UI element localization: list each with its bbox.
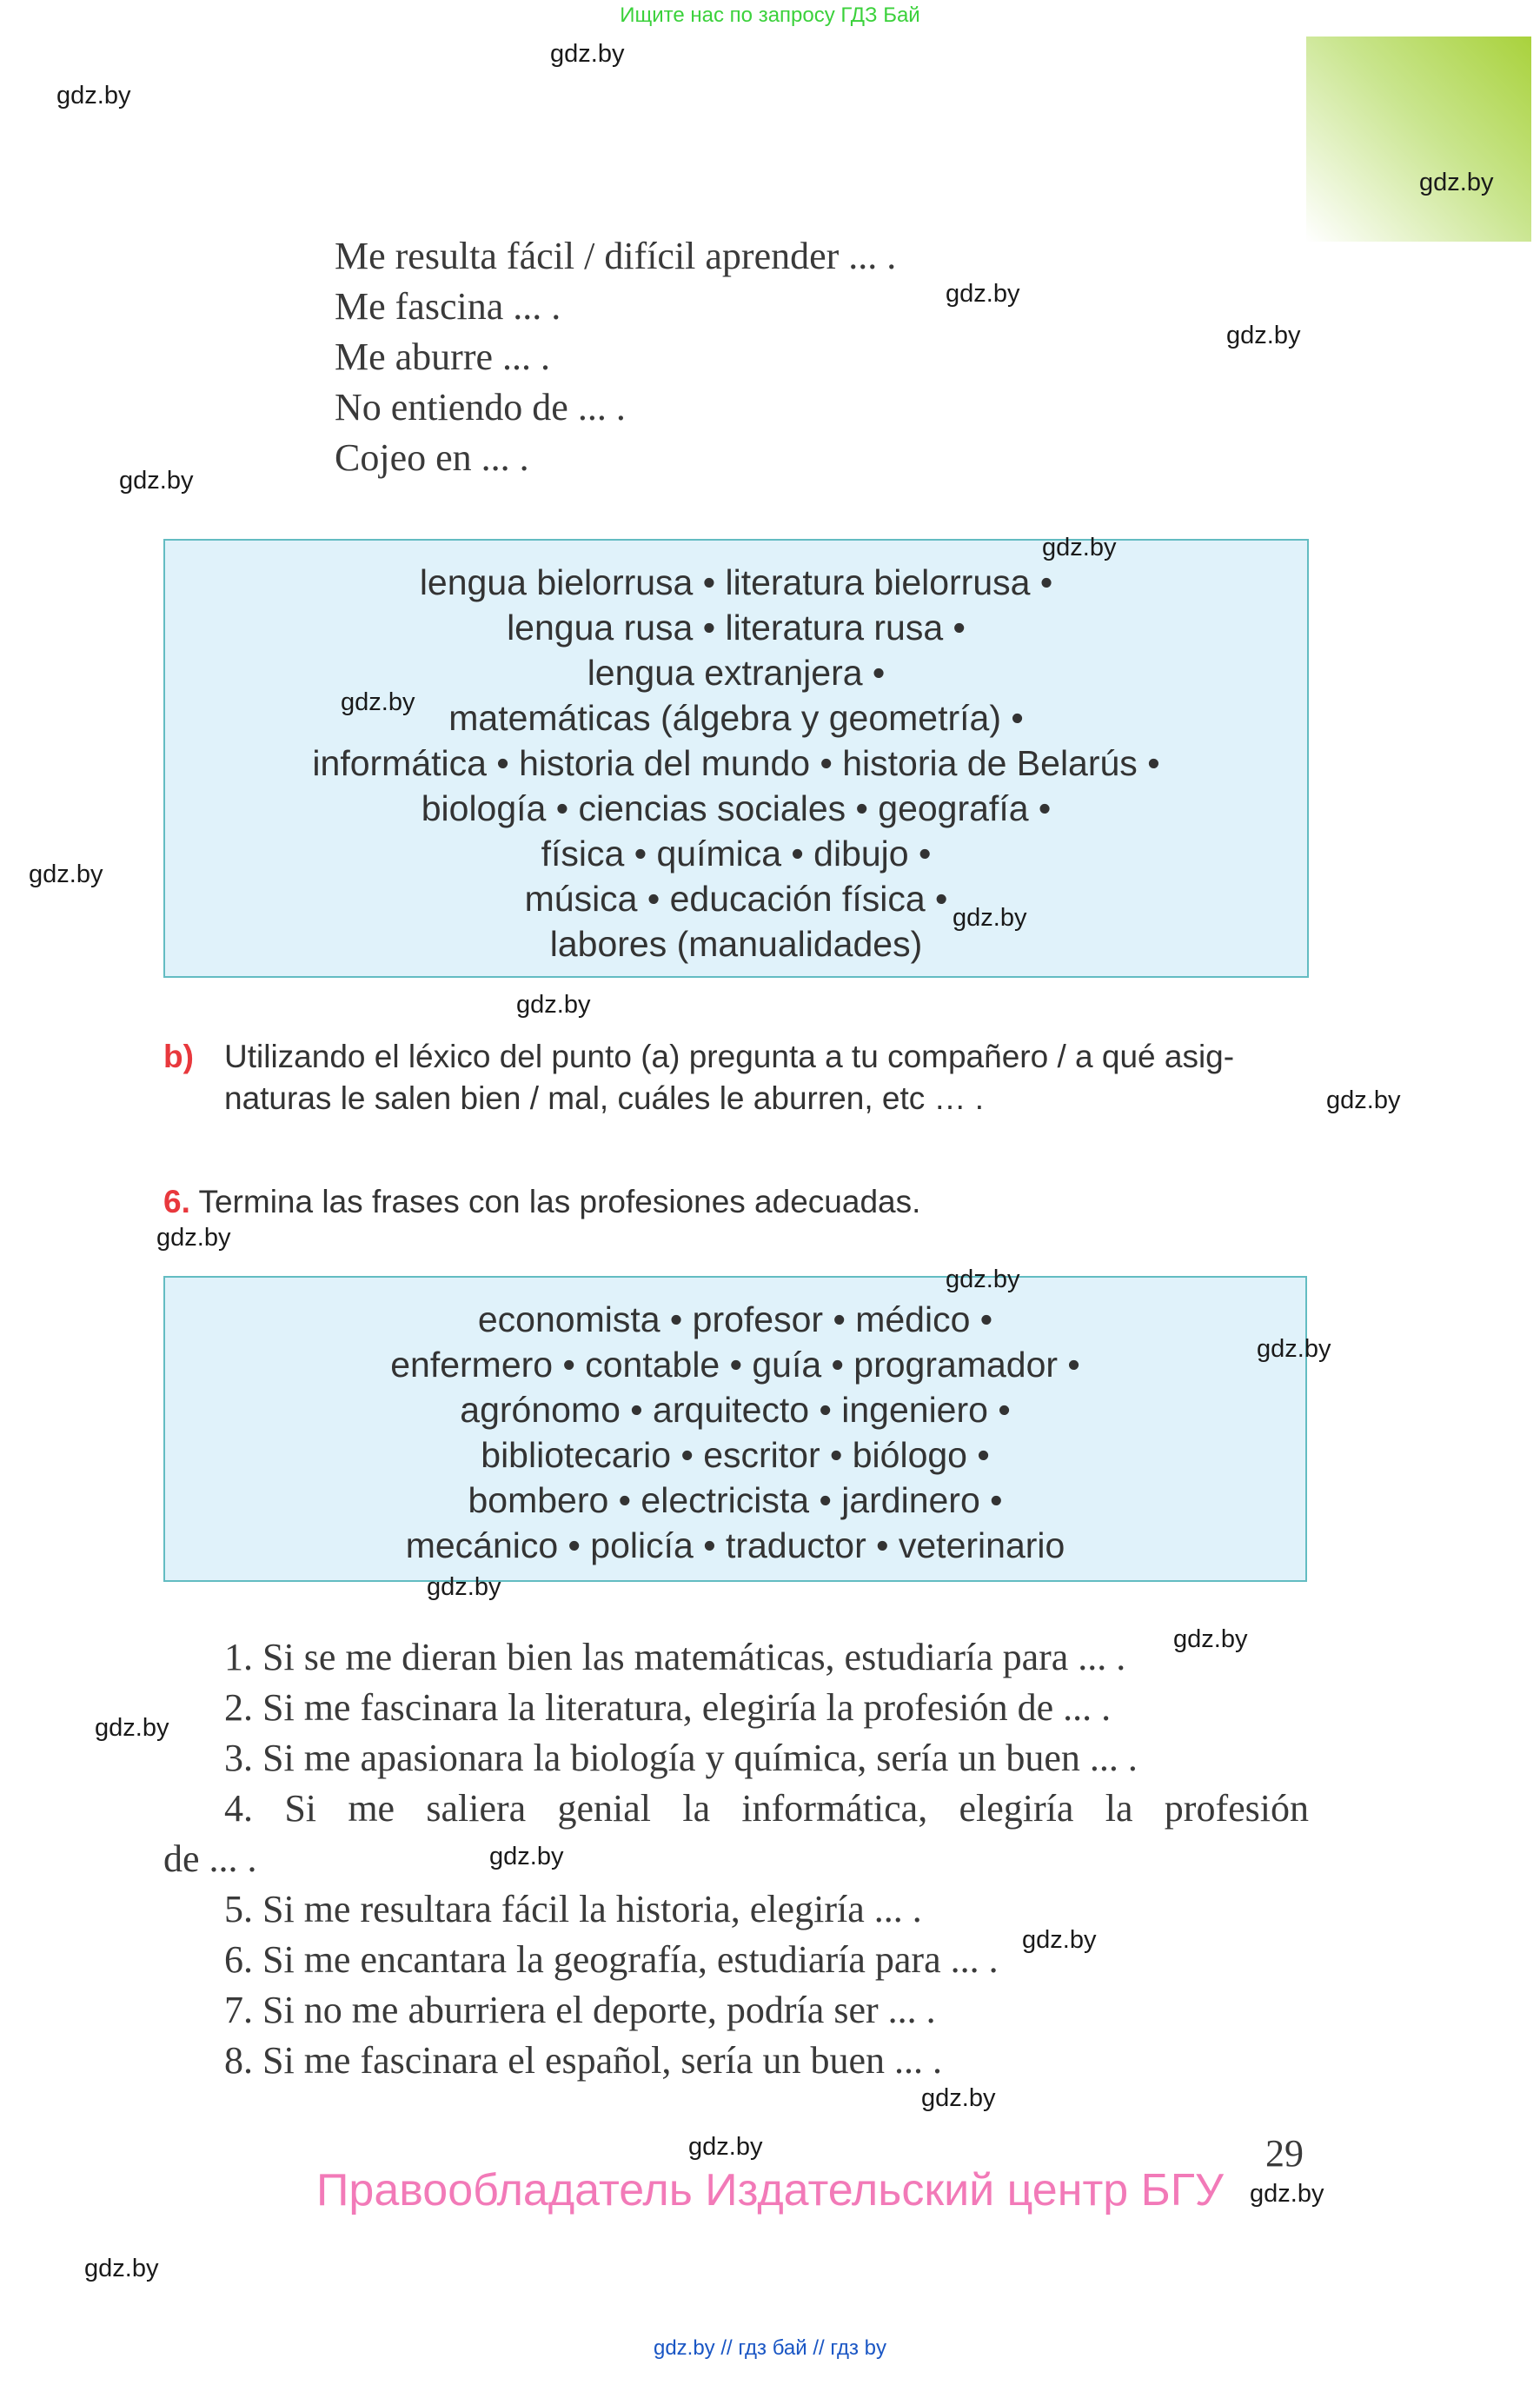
subjects-line: biología • ciencias sociales • geografía •	[421, 788, 1052, 828]
watermark: gdz.by	[946, 1266, 1020, 1293]
exercise-sentence: 4. Si me saliera genial la informática, elegiría la profesión	[224, 1787, 1309, 1830]
watermark: gdz.by	[156, 1224, 231, 1252]
professions-line: economista • profesor • médico •	[477, 1299, 993, 1339]
watermark: gdz.by	[489, 1843, 564, 1870]
professions-line: agrónomo • arquitecto • ingeniero •	[460, 1390, 1011, 1430]
subjects-line: informática • historia del mundo • historia de Belarús •	[312, 743, 1160, 783]
watermark: gdz.by	[427, 1573, 501, 1601]
phrase-line: Me resulta fácil / difícil aprender ... .	[335, 235, 897, 277]
corner-gradient-decoration	[1306, 37, 1531, 242]
watermark: gdz.by	[1326, 1086, 1401, 1114]
watermark: gdz.by	[84, 2255, 159, 2282]
professions-line: enfermero • contable • guía • programador •	[390, 1345, 1080, 1385]
page-number: 29	[1265, 2132, 1304, 2175]
top-search-banner: Ищите нас по запросу ГДЗ Бай	[620, 3, 920, 27]
exercise-sentence: 6. Si me encantara la geografía, estudiaría para ... .	[224, 1938, 999, 1981]
subjects-line: lengua extranjera •	[587, 653, 886, 693]
watermark: gdz.by	[29, 860, 103, 888]
watermark: gdz.by	[56, 82, 131, 110]
watermark: gdz.by	[341, 688, 415, 716]
task-b-line1: Utilizando el léxico del punto (a) pregunta a tu compañero / a qué asig-	[224, 1039, 1235, 1074]
exercise-sentence-continuation: de ... .	[163, 1837, 257, 1880]
task-6-heading	[163, 1181, 920, 1223]
professions-line: bombero • electricista • jardinero •	[468, 1480, 1003, 1520]
subjects-line: matemáticas (álgebra y geometría) •	[448, 698, 1024, 738]
task-b-marker: b)	[163, 1039, 194, 1074]
watermark: gdz.by	[95, 1714, 169, 1742]
professions-vocabulary-box	[163, 1276, 1307, 1582]
task-6-text: Termina las frases con las profesiones adecuadas.	[198, 1184, 921, 1219]
subjects-line: lengua rusa • literatura rusa •	[507, 608, 966, 648]
watermark: gdz.by	[516, 991, 591, 1019]
exercise-sentence: 3. Si me apasionara la biología y química, sería un buen ... .	[224, 1737, 1138, 1779]
professions-line: bibliotecario • escritor • biólogo •	[481, 1435, 990, 1475]
watermark: gdz.by	[1042, 534, 1117, 561]
phrase-line: Me aburre ... .	[335, 335, 551, 378]
watermark: gdz.by	[1257, 1335, 1331, 1363]
watermark: gdz.by	[688, 2133, 763, 2161]
watermark: gdz.by	[1226, 322, 1301, 349]
bottom-site-link[interactable]: gdz.by // гдз бай // гдз by	[653, 2336, 887, 2360]
watermark: gdz.by	[1022, 1926, 1097, 1954]
professions-line: mecánico • policía • traductor • veterinario	[405, 1525, 1065, 1565]
exercise-sentence: 2. Si me fascinara la literatura, elegiría la profesión de ... .	[224, 1686, 1112, 1729]
watermark: gdz.by	[550, 40, 625, 68]
phrase-line: Cojeo en ... .	[335, 436, 529, 479]
subjects-vocabulary-box	[163, 539, 1309, 978]
exercise-sentence: 5. Si me resultara fácil la historia, elegiría ... .	[224, 1888, 922, 1930]
phrase-line: No entiendo de ... .	[335, 386, 626, 429]
watermark: gdz.by	[921, 2084, 996, 2112]
subjects-line: lengua bielorrusa • literatura bielorrusa •	[419, 562, 1053, 602]
task-b-line2: naturas le salen bien / mal, cuáles le aburren, etc … .	[224, 1080, 985, 1116]
exercise-sentence: 8. Si me fascinara el español, sería un buen ... .	[224, 2039, 942, 2082]
watermark: gdz.by	[1419, 169, 1494, 196]
exercise-sentence: 7. Si no me aburriera el deporte, podría ser ... .	[224, 1989, 936, 2031]
watermark: gdz.by	[1173, 1625, 1248, 1653]
exercise-sentence: 1. Si se me dieran bien las matemáticas, estudiaría para ... .	[224, 1636, 1126, 1678]
subjects-line: música • educación física •	[524, 879, 948, 919]
watermark: gdz.by	[953, 904, 1027, 932]
subjects-line: física • química • dibujo •	[541, 834, 932, 874]
phrase-line: Me fascina ... .	[335, 285, 561, 328]
watermark: gdz.by	[1250, 2180, 1324, 2208]
copyright-notice: Правообладатель Издательский центр БГУ	[316, 2165, 1224, 2216]
watermark: gdz.by	[946, 280, 1020, 308]
watermark: gdz.by	[119, 467, 194, 495]
subjects-line: labores (manualidades)	[549, 924, 923, 964]
task-6-number: 6.	[163, 1184, 190, 1219]
